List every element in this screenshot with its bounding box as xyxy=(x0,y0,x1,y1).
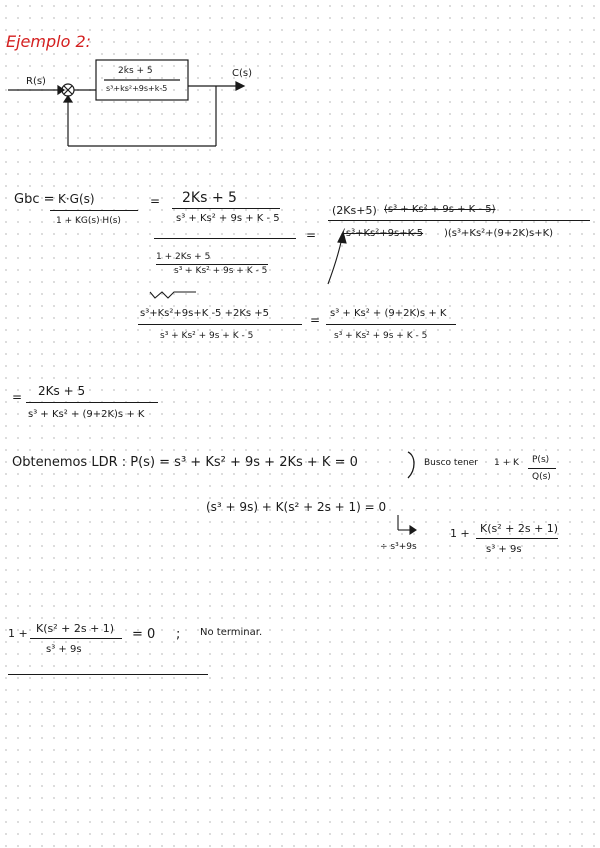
result-eq: = xyxy=(12,390,23,404)
ldr-div-expr: 1 + xyxy=(450,527,470,540)
gbc-mid-bar xyxy=(138,324,302,325)
gbc-lhs-numerator: K·G(s) xyxy=(58,192,95,206)
gbc-eq2: = xyxy=(306,228,317,242)
gbc-lhs-bar xyxy=(50,210,138,211)
ldr-div-bar xyxy=(476,538,558,539)
ldr-note: Busco tener xyxy=(424,458,478,468)
ldr-split: (s³ + 9s) + K(s² + 2s + 1) = 0 xyxy=(206,500,387,514)
ldr-note-denominator: Q(s) xyxy=(532,472,551,482)
result-denominator: s³ + Ks² + (9+2K)s + K xyxy=(28,409,145,420)
gbc-right-denominator-b: )(s³+Ks²+(9+2K)s+K) xyxy=(444,228,554,239)
final-denominator: s³ + 9s xyxy=(46,644,82,655)
gbc-inner-bar xyxy=(156,264,268,265)
annotation-arrow xyxy=(150,232,346,298)
gbc-eq3: = xyxy=(310,313,321,327)
final-note: No terminar. xyxy=(200,627,263,638)
ldr-note-expr: 1 + K xyxy=(494,458,519,468)
final-separator: ; xyxy=(176,627,181,642)
diagram-output-label: C(s) xyxy=(232,68,252,79)
result-numerator: 2Ks + 5 xyxy=(38,384,86,398)
gbc-eq1: = xyxy=(150,194,161,208)
end-rule xyxy=(8,674,208,675)
gbc-fraction-numerator: 2Ks + 5 xyxy=(182,190,237,206)
diagram-input-label: R(s) xyxy=(26,76,46,87)
result-bar xyxy=(26,402,158,403)
gbc-fraction-bar xyxy=(172,208,280,209)
ldr-note-numerator: P(s) xyxy=(532,455,550,465)
gbc-right-bar xyxy=(328,220,590,221)
gbc-mid-numerator: s³+Ks²+9s+K -5 +2Ks +5 xyxy=(140,308,270,319)
ldr-line: Obtenemos LDR : P(s) = s³ + Ks² + 9s + 2Ks + K = 0 xyxy=(12,455,358,470)
gbc-main-bar xyxy=(154,238,296,239)
final-numerator: K(s² + 2s + 1) xyxy=(36,622,115,635)
gbc-mid-right-bar xyxy=(326,324,456,325)
gbc-mid-right-denominator: s³ + Ks² + 9s + K - 5 xyxy=(334,331,428,341)
gbc-inner-numerator: 1 + 2Ks + 5 xyxy=(156,252,211,262)
final-expr: 1 + xyxy=(8,627,28,640)
gbc-fraction-denominator: s³ + Ks² + 9s + K - 5 xyxy=(176,213,280,224)
ldr-div-denominator: s³ + 9s xyxy=(486,544,522,555)
gbc-right-numerator-a: (2Ks+5) xyxy=(332,204,377,217)
final-bar xyxy=(30,638,122,639)
gbc-mid-right-numerator: s³ + Ks² + (9+2K)s + K xyxy=(330,308,447,319)
diagram-tf-numerator: 2ks + 5 xyxy=(118,66,153,76)
gbc-lhs-denominator: 1 + KG(s)·H(s) xyxy=(56,216,121,226)
ldr-div-numerator: K(s² + 2s + 1) xyxy=(480,522,559,535)
gbc-right-denominator-a: (s³+Ks²+9s+K-5 xyxy=(342,228,424,239)
gbc-lhs: Gbc = xyxy=(14,192,55,207)
gbc-right-numerator-b: (s³ + Ks² + 9s + K - 5) xyxy=(384,204,496,215)
ldr-note-bar xyxy=(528,468,556,469)
gbc-inner-denominator: s³ + Ks² + 9s + K - 5 xyxy=(174,266,268,276)
ldr-divide: ÷ s³+9s xyxy=(380,542,417,552)
final-eq: = 0 xyxy=(132,627,156,642)
diagram-tf-denominator: s³+ks²+9s+k-5 xyxy=(106,84,168,93)
gbc-mid-denominator: s³ + Ks² + 9s + K - 5 xyxy=(160,331,254,341)
page-title: Ejemplo 2: xyxy=(6,32,92,51)
